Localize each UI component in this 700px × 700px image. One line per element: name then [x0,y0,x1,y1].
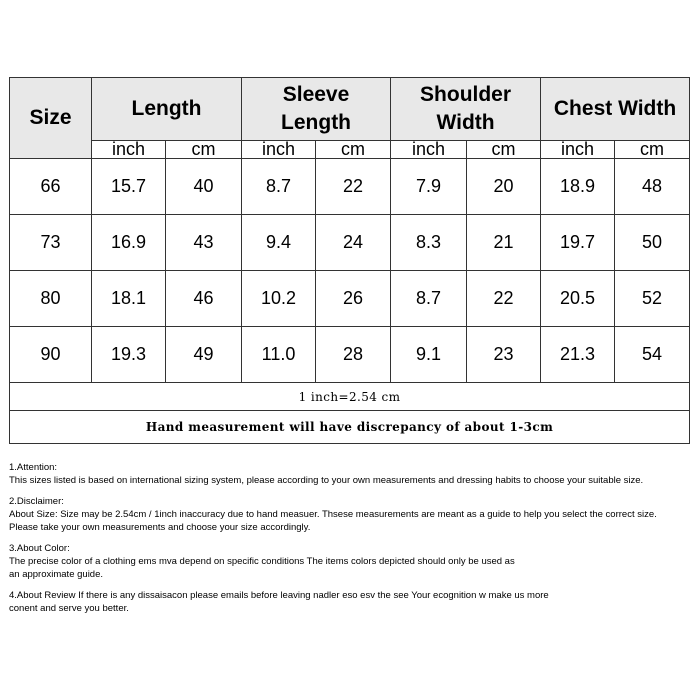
measurement-note: Hand measurement will have discrepancy of about 1-3cm [10,411,690,444]
data-cell: 8.3 [391,215,467,271]
table-row [10,159,690,215]
data-cell: 22 [467,271,541,327]
unit-cell: inch [391,141,467,159]
unit-cell: cm [615,141,690,159]
note-line: an approximate guide. [9,569,104,580]
sleeve-length-header: Sleeve Length [242,78,391,141]
data-cell: 20 [467,159,541,215]
shoulder-width-header: Shoulder Width [391,78,541,141]
note-line: Please take your own measurements and choose your size accordingly. [9,522,311,533]
data-cell: 7.9 [391,159,467,215]
chest-width-header: Chest Width [541,78,690,141]
data-cell: 9.1 [391,327,467,383]
unit-cell: inch [541,141,615,159]
note-title: 2.Disclaimer: [9,496,64,507]
note-review [9,589,697,615]
header-row [10,78,690,141]
data-cell: 49 [166,327,242,383]
data-cell: 10.2 [242,271,316,327]
size-cell: 90 [10,327,92,383]
size-chart-table [9,77,690,444]
data-cell: 43 [166,215,242,271]
table-row [10,271,690,327]
note-disclaimer [9,495,697,534]
data-cell: 21 [467,215,541,271]
data-cell: 28 [316,327,391,383]
data-cell: 23 [467,327,541,383]
unit-cell: inch [92,141,166,159]
size-cell: 80 [10,271,92,327]
data-cell: 21.3 [541,327,615,383]
data-cell: 40 [166,159,242,215]
conversion-note: 1 inch=2.54 cm [10,383,690,411]
data-cell: 19.7 [541,215,615,271]
measurement-row [10,411,690,444]
note-line: conent and serve you better. [9,603,129,614]
data-cell: 19.3 [92,327,166,383]
unit-cell: cm [467,141,541,159]
data-cell: 20.5 [541,271,615,327]
note-color [9,542,697,581]
data-cell: 52 [615,271,690,327]
data-cell: 8.7 [391,271,467,327]
note-attention [9,461,697,487]
data-cell: 16.9 [92,215,166,271]
data-cell: 46 [166,271,242,327]
table-row [10,215,690,271]
data-cell: 54 [615,327,690,383]
data-cell: 11.0 [242,327,316,383]
unit-cell: cm [316,141,391,159]
data-cell: 50 [615,215,690,271]
data-cell: 15.7 [92,159,166,215]
note-line: About Size: Size may be 2.54cm / 1inch inaccuracy due to hand measuer. Thsese measurements are meant as a guide to help you select the correct size. [9,509,657,520]
notes-section [9,461,697,623]
note-title: 4.About Review If there is any dissaisacon please emails before leaving nadler eso esv the see Your ecognition w make us more [9,590,549,601]
data-cell: 24 [316,215,391,271]
data-cell: 8.7 [242,159,316,215]
data-cell: 18.1 [92,271,166,327]
unit-cell: cm [166,141,242,159]
note-title: 1.Attention: [9,462,58,473]
table-row [10,327,690,383]
unit-row [10,141,690,159]
note-line: The precise color of a clothing ems mva depend on specific conditions The items colors depicted should only be used as [9,556,515,567]
note-title: 3.About Color: [9,543,70,554]
conversion-row [10,383,690,411]
size-cell: 73 [10,215,92,271]
data-cell: 18.9 [541,159,615,215]
data-cell: 48 [615,159,690,215]
unit-cell: inch [242,141,316,159]
note-line: This sizes listed is based on international sizing system, please according to your own measurements and dressing habits to choose your suitable size. [9,475,644,486]
data-cell: 22 [316,159,391,215]
size-cell: 66 [10,159,92,215]
data-cell: 26 [316,271,391,327]
size-header: Size [10,78,92,159]
data-cell: 9.4 [242,215,316,271]
length-header: Length [92,78,242,141]
